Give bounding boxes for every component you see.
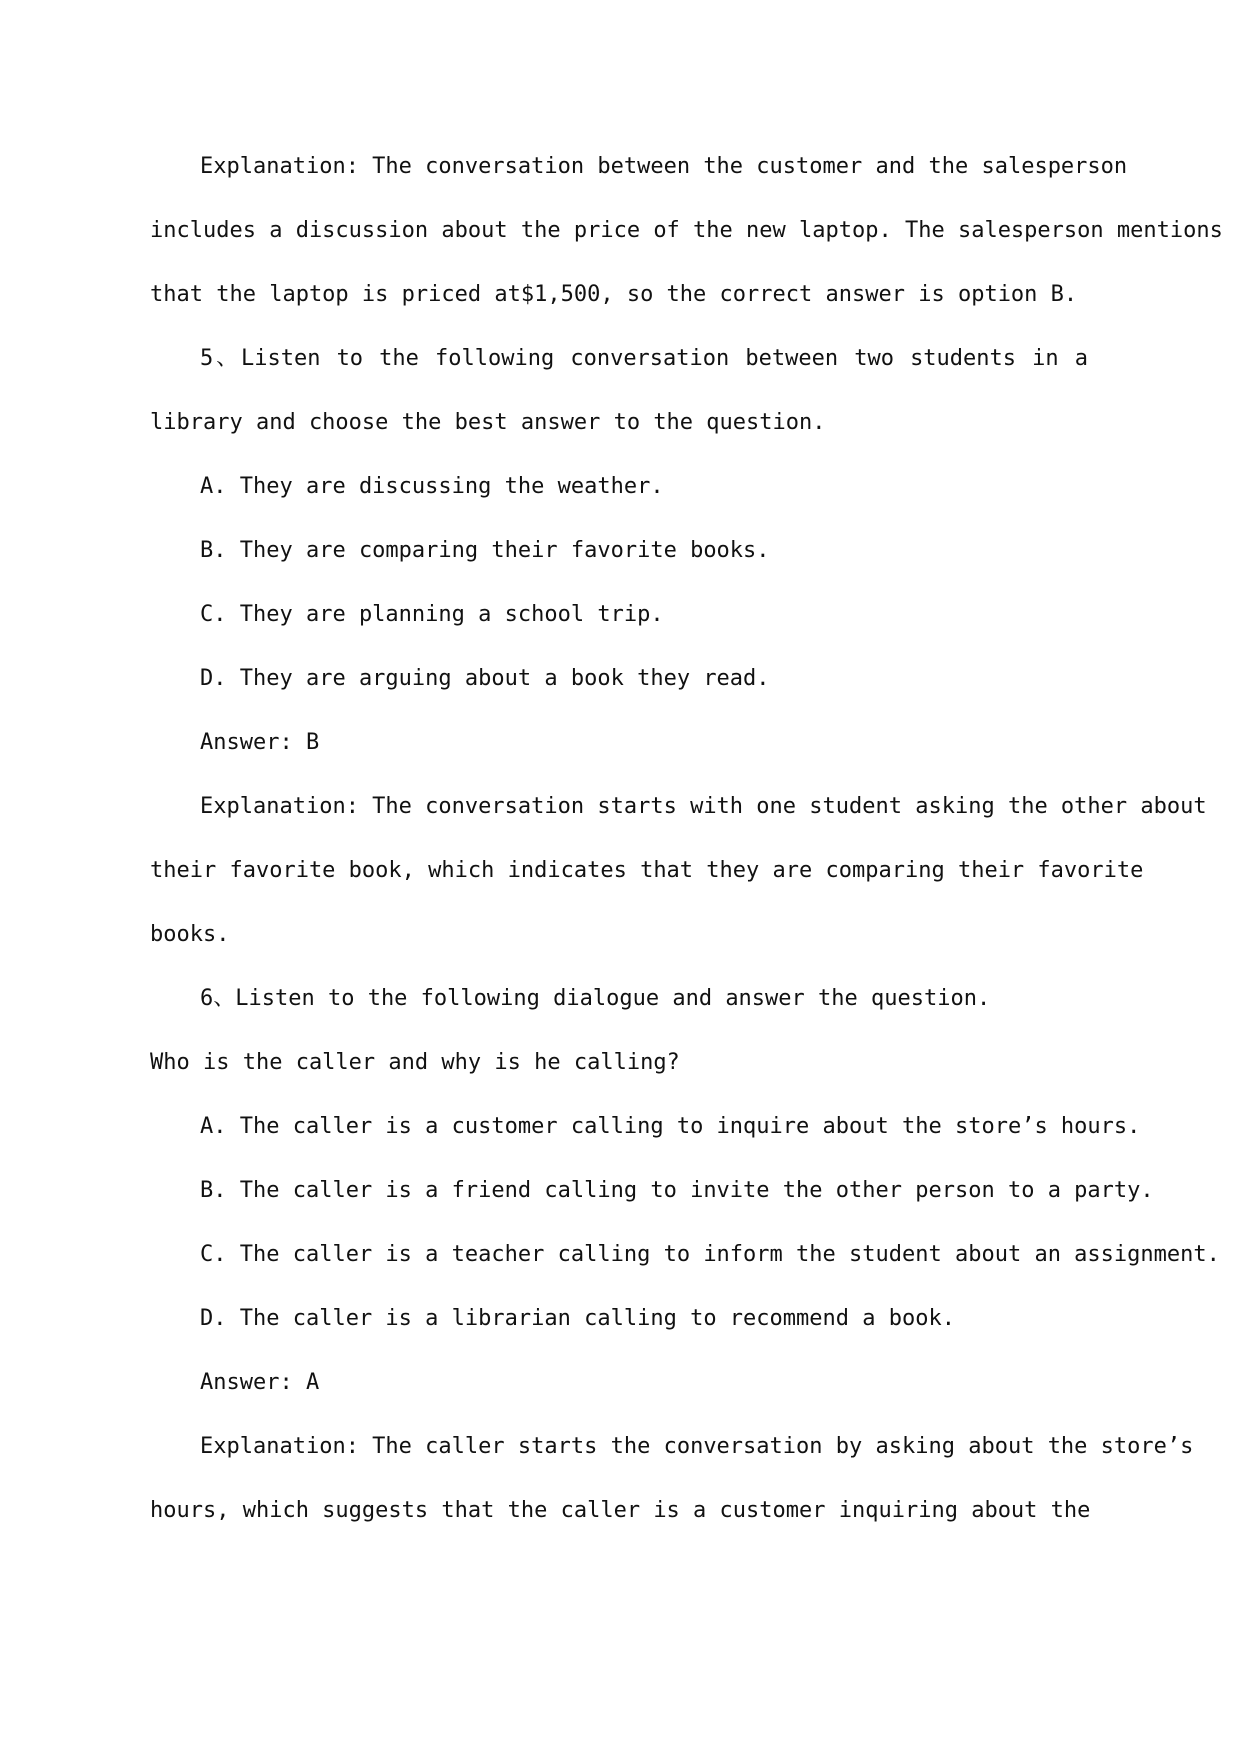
q5-explanation-line-2: their favorite book, which indicates that they are comparing their favorite — [150, 858, 1144, 883]
q5-answer: Answer: B — [200, 730, 320, 755]
q5-option-b: B. They are comparing their favorite books. — [200, 538, 770, 563]
q6-prompt-line-2: Who is the caller and why is he calling? — [150, 1050, 680, 1075]
q6-option-d: D. The caller is a librarian calling to recommend a book. — [200, 1306, 955, 1331]
q6-explanation-line-2: hours, which suggests that the caller is a customer inquiring about the — [150, 1498, 1091, 1523]
q5-option-c: C. They are planning a school trip. — [200, 602, 664, 627]
q6-answer: Answer: A — [200, 1370, 320, 1395]
q6-explanation-line-1: Explanation: The caller starts the conversation by asking about the store’s — [200, 1434, 1194, 1459]
q5-prompt-line-2: library and choose the best answer to the question. — [150, 410, 826, 435]
q5-explanation-line-1: Explanation: The conversation starts with one student asking the other about — [200, 794, 1207, 819]
q5-option-a: A. They are discussing the weather. — [200, 474, 664, 499]
q6-option-a: A. The caller is a customer calling to inquire about the store’s hours. — [200, 1114, 1141, 1139]
q4-explanation-line-3: that the laptop is priced at$1,500, so the correct answer is option B. — [150, 282, 1078, 307]
q6-option-b: B. The caller is a friend calling to invite the other person to a party. — [200, 1178, 1154, 1203]
q4-explanation-line-2: includes a discussion about the price of the new laptop. The salesperson mentions — [150, 218, 1223, 243]
q6-option-c: C. The caller is a teacher calling to inform the student about an assignment. — [200, 1242, 1220, 1267]
q6-prompt-line-1: 6、Listen to the following dialogue and answer the question. — [200, 986, 991, 1011]
q4-explanation-line-1: Explanation: The conversation between the customer and the salesperson — [200, 154, 1128, 179]
q5-option-d: D. They are arguing about a book they read. — [200, 666, 770, 691]
q5-prompt-line-1: 5、Listen to the following conversation between two students in a — [200, 346, 1088, 371]
q5-explanation-line-3: books. — [150, 922, 230, 947]
